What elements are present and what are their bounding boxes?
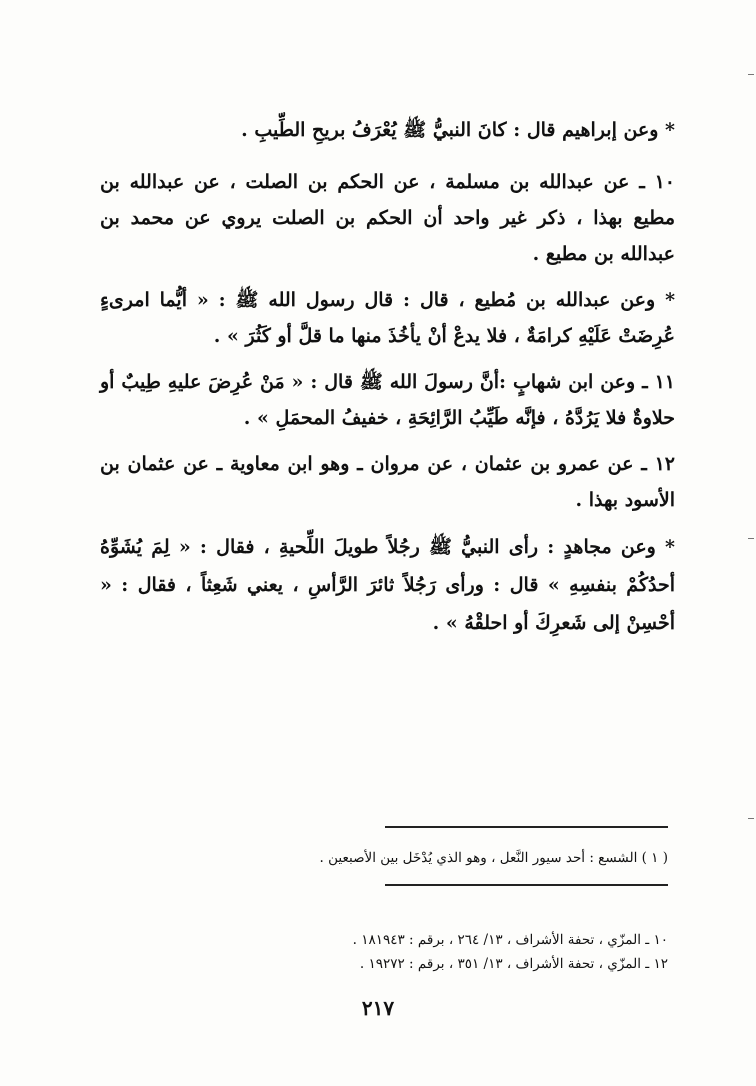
scan-edge-mark [748,538,754,539]
footnote-separator-top [385,826,668,828]
paragraph-abdullah-ibn-muti: * وعن عبدالله بن مُطيع ، قال : قال رسول الله ﷺ : « أيُّما امرىءٍ عُرِضَتْ عَلَيْهِ كرامَةٌ ، فلا يدعْ أنْ يأخُذَ منها ما قلَّ أو كَثُرَ » . [100,289,675,347]
footnote-separator-bottom [385,884,668,886]
paragraph-10-isnad: ١٠ ـ عن عبدالله بن مسلمة ، عن الحكم بن الصلت ، عن عبدالله بن مطيع بهذا ، ذكر غير واحد أن الحكم بن الصلت يروي عن محمد بن عبدالله بن مطيع . [100,171,675,265]
paragraph-12-isnad: ١٢ ـ عن عمرو بن عثمان ، عن مروان ـ وهو ابن معاوية ـ عن عثمان بن الأسود بهذا . [100,453,675,511]
scan-edge-mark [748,818,754,819]
footnote-shis: ( ١ ) الشسع : أحد سيور النَّعل ، وهو الذي يُدْخَل بين الأصبعين . [319,850,668,866]
paragraph-ibrahim: * وعن إبراهيم قال : كانَ النبيُّ ﷺ يُعْرَفُ بريحِ الطِّيبِ . [241,119,675,141]
page-number: ٢١٧ [361,996,395,1020]
footnote-ref-12: ١٢ ـ المزّي ، تحفة الأشراف ، ١٣/ ٣٥١ ، برقم : ١٩٢٧٢ . [359,956,668,972]
paragraph-mujahid: * وعن مجاهدٍ : رأى النبيُّ ﷺ رجُلاً طويلَ اللِّحيةِ ، فقال : « لِمَ يُشَوِّهُ أحدُكُمْ بنفسِهِ » قال : ورأى رَجُلاً ثائرَ الرَّأسِ ، يعني شَعِثاً ، فقال : « أحْسِنْ إلى شَعرِكَ أو احلقْهُ » . [100,536,675,634]
footnote-ref-10: ١٠ ـ المزّي ، تحفة الأشراف ، ١٣/ ٢٦٤ ، برقم : ١٨١٩٤٣ . [352,932,668,948]
scan-edge-mark [748,74,754,75]
paragraph-11-ibn-shihab: ١١ ـ وعن ابن شهابٍ :أنَّ رسولَ الله ﷺ قال : « مَنْ عُرِضَ عليهِ طِيبٌ أو حلاوةٌ فلا يَرُدَّهُ ، فإنَّه طَيِّبُ الرَّائِحَةِ ، خفيفُ المحمَلِ » . [100,371,675,429]
